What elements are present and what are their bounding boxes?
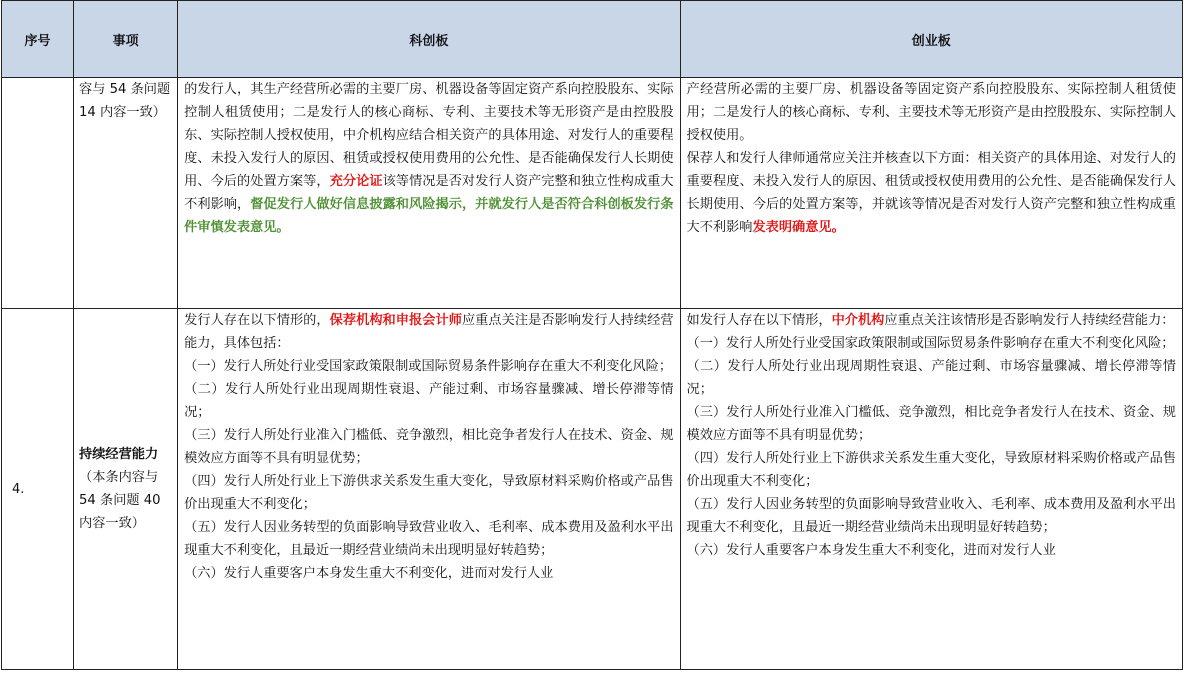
emphasis-red: 中介机构 [831,313,885,328]
star-market-cell [178,78,680,309]
emphasis-red: 发表明确意见。 [752,220,845,235]
list-item: （六）发行人重要客户本身发生重大不利变化，进而对发行人业 [184,566,554,581]
list-item: （六）发行人重要客户本身发生重大不利变化，进而对发行人业 [686,543,1056,558]
header-chinext: 创业板 [680,1,1182,78]
chinext-paragraph [687,147,1176,239]
comparison-table [1,0,1183,670]
list-item: （三）发行人所处行业准入门槛低、竞争激烈，相比竞争者发行人在技术、资金、规模效应方面等不具有明显优势； [184,428,674,466]
emphasis-red: 保荐机构和申报会计师 [329,313,462,328]
text-span: 如发行人存在以下情形， [686,313,832,328]
list-item: （一）发行人所处行业受国家政策限制或国际贸易条件影响存在重大不利变化风险； [686,336,1175,351]
list-item: （五）发行人因业务转型的负面影响导致营业收入、毛利率、成本费用及盈利水平出现重大不利变化，且最近一期经营业绩尚未出现明显好转趋势； [184,520,674,558]
list-item: （五）发行人因业务转型的负面影响导致营业收入、毛利率、成本费用及盈利水平出现重大不利变化，且最近一期经营业绩尚未出现明显好转趋势； [686,497,1176,535]
header-item: 事项 [74,1,178,78]
header-no: 序号 [2,1,74,78]
row-number [2,78,74,309]
item-cell [74,309,178,670]
emphasis-green: 督促发行人做好信息披露和风险揭示，并就发行人是否符合科创板发行条件审慎发表意见。 [184,197,674,235]
table-row [2,309,1183,670]
chinext-cell [680,78,1182,309]
list-item: （一）发行人所处行业受国家政策限制或国际贸易条件影响存在重大不利变化风险； [184,359,673,374]
row-number: 4. [2,309,74,670]
star-paragraph [184,78,673,239]
header-row [2,1,1183,78]
text-span: 该等情况是否对发行人资产完整和独立性构成重大不利影响， [184,174,674,212]
chinext-cell [680,309,1182,670]
text-span: 发行人存在以下情形的， [184,313,330,328]
text-span: 应重点关注是否影响发行人持续经营能力，具体包括： [184,313,674,351]
item-text: 容与 54 条问题 14 内容一致） [79,82,171,120]
item-cell [74,78,178,309]
text-span: 保荐人和发行人律师通常应关注并核查以下方面：相关资产的具体用途、对发行人的重要程度、未投入发行人的原因、租赁或授权使用费用的公允性、是否能确保发行人长期使用、今后的处置方案等，并就该等情况是否对发行人资产完整和独立性构成重大不利影响 [686,151,1176,235]
list-item: （三）发行人所处行业准入门槛低、竞争激烈，相比竞争者发行人在技术、资金、规模效应方面等不具有明显优势； [686,405,1176,443]
emphasis-red: 充分论证 [329,174,383,189]
text-span: 的发行人，其生产经营所必需的主要厂房、机器设备等固定资产系向控股股东、实际控制人租赁使用；二是发行人的核心商标、专利、主要技术等无形资产是由控股股东、实际控制人授权使用，中介机构应结合相关资产的具体用途、对发行人的重要程度、未投入发行人的原因、租赁或授权使用费用的公允性、是否能确保发行人长期使用、今后的处置方案等， [184,82,674,189]
chinext-intro [687,309,1176,332]
item-title: 持续经营能力 [79,447,159,462]
header-star-market: 科创板 [178,1,680,78]
table-row [2,78,1183,309]
list-item: （二）发行人所处行业出现周期性衰退、产能过剩、市场容量骤减、增长停滞等情况； [686,359,1176,397]
star-market-cell [178,309,680,670]
chinext-paragraph: 产经营所必需的主要厂房、机器设备等固定资产系向控股股东、实际控制人租赁使用；二是发行人的核心商标、专利、主要技术等无形资产是由控股股东、实际控制人授权使用。 [686,82,1176,143]
list-item: （二）发行人所处行业出现周期性衰退、产能过剩、市场容量骤减、增长停滞等情况； [184,382,674,420]
item-note: （本条内容与 54 条问题 40 内容一致） [79,470,161,531]
list-item: （四）发行人所处行业上下游供求关系发生重大变化，导致原材料采购价格或产品售价出现重大不利变化； [184,474,674,512]
text-span: 应重点关注该情形是否影响发行人持续经营能力： [884,313,1175,328]
list-item: （四）发行人所处行业上下游供求关系发生重大变化，导致原材料采购价格或产品售价出现重大不利变化； [686,451,1176,489]
item-text [74,443,177,535]
star-intro [184,309,673,355]
